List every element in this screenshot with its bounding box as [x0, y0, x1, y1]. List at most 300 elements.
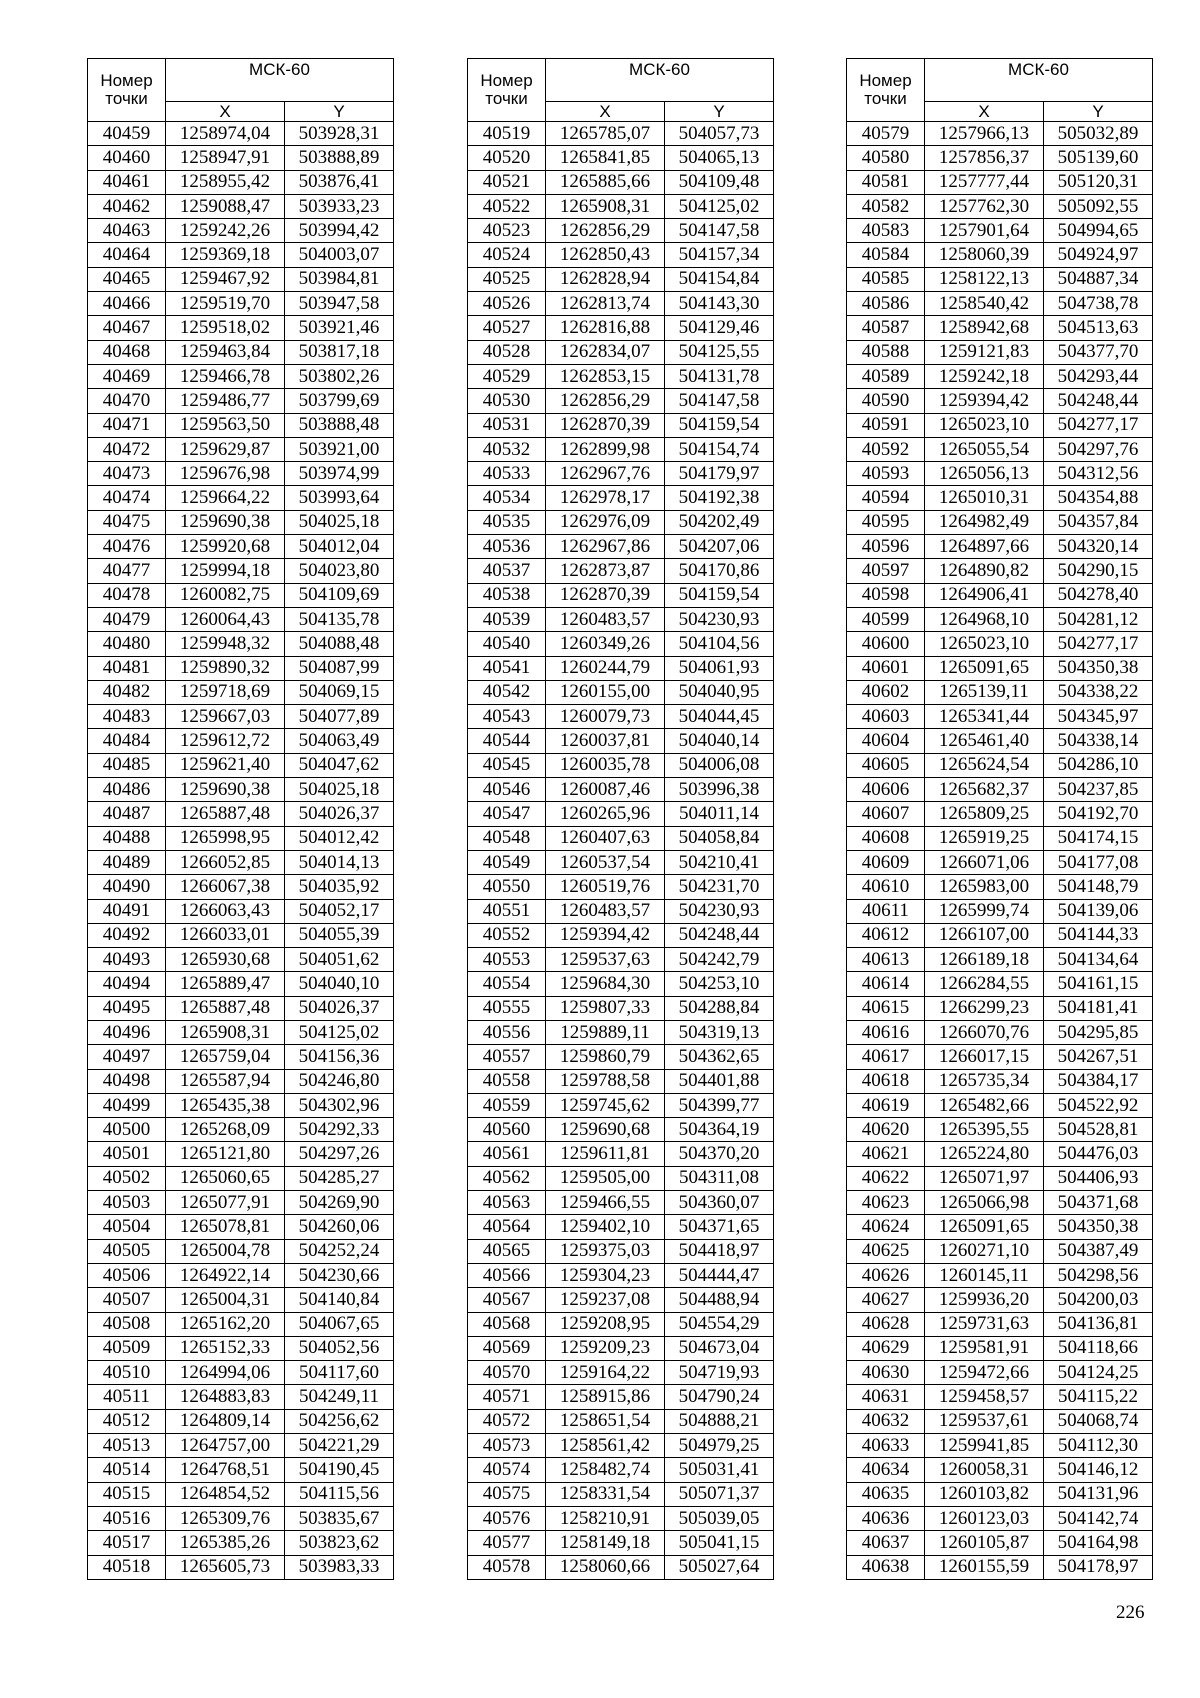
y-coordinate-cell: 504006,08	[665, 753, 774, 777]
x-coordinate-cell: 1259519,70	[166, 292, 285, 316]
table-row	[468, 680, 774, 704]
table-row	[468, 1555, 774, 1579]
y-coordinate-cell: 504738,78	[1044, 292, 1153, 316]
y-coordinate-cell: 504164,98	[1044, 1531, 1153, 1555]
point-number-cell: 40580	[847, 146, 925, 170]
x-coordinate-cell: 1257856,37	[925, 146, 1044, 170]
y-coordinate-cell: 504354,88	[1044, 486, 1153, 510]
x-coordinate-cell: 1265066,98	[925, 1191, 1044, 1215]
y-coordinate-cell: 504052,17	[285, 899, 394, 923]
point-number-cell: 40599	[847, 607, 925, 631]
x-coordinate-cell: 1265004,78	[166, 1239, 285, 1263]
x-column-header: X	[166, 102, 285, 122]
x-coordinate-cell: 1260155,00	[546, 680, 665, 704]
y-coordinate-cell: 504052,56	[285, 1336, 394, 1360]
point-number-cell: 40620	[847, 1118, 925, 1142]
point-number-cell: 40527	[468, 316, 546, 340]
x-coordinate-cell: 1265224,80	[925, 1142, 1044, 1166]
point-number-cell: 40555	[468, 996, 546, 1020]
point-number-cell: 40533	[468, 462, 546, 486]
table-row	[847, 1361, 1153, 1385]
x-coordinate-cell: 1257901,64	[925, 219, 1044, 243]
table-row	[847, 559, 1153, 583]
y-coordinate-cell: 504293,44	[1044, 364, 1153, 388]
point-number-cell: 40627	[847, 1288, 925, 1312]
point-number-cell: 40629	[847, 1336, 925, 1360]
point-number-cell: 40567	[468, 1288, 546, 1312]
y-coordinate-cell: 504237,85	[1044, 778, 1153, 802]
point-number-cell: 40542	[468, 680, 546, 704]
y-coordinate-cell: 504025,18	[285, 778, 394, 802]
point-number-cell: 40521	[468, 170, 546, 194]
table-row	[847, 389, 1153, 413]
table-row	[847, 583, 1153, 607]
x-coordinate-cell: 1259920,68	[166, 535, 285, 559]
x-coordinate-cell: 1262850,43	[546, 243, 665, 267]
x-coordinate-cell: 1266052,85	[166, 850, 285, 874]
point-number-cell: 40622	[847, 1166, 925, 1190]
table-row	[847, 1191, 1153, 1215]
y-coordinate-cell: 504522,92	[1044, 1093, 1153, 1117]
point-number-cell: 40571	[468, 1385, 546, 1409]
y-coordinate-cell: 504174,15	[1044, 826, 1153, 850]
y-coordinate-cell: 503876,41	[285, 170, 394, 194]
table-row	[88, 1069, 394, 1093]
x-coordinate-cell: 1265121,80	[166, 1142, 285, 1166]
point-number-cell: 40509	[88, 1336, 166, 1360]
point-number-cell: 40609	[847, 850, 925, 874]
y-coordinate-cell: 504252,24	[285, 1239, 394, 1263]
x-coordinate-cell: 1264968,10	[925, 607, 1044, 631]
table-row	[847, 510, 1153, 534]
x-coordinate-cell: 1265999,74	[925, 899, 1044, 923]
point-number-cell: 40583	[847, 219, 925, 243]
table-row	[468, 413, 774, 437]
y-coordinate-cell: 504357,84	[1044, 510, 1153, 534]
point-number-cell: 40608	[847, 826, 925, 850]
y-coordinate-cell: 504040,10	[285, 972, 394, 996]
point-number-cell: 40596	[847, 535, 925, 559]
y-column-header: Y	[285, 102, 394, 122]
point-number-cell: 40530	[468, 389, 546, 413]
table-row	[88, 1434, 394, 1458]
table-row	[88, 1531, 394, 1555]
y-coordinate-cell: 504159,54	[665, 583, 774, 607]
y-coordinate-cell: 504067,65	[285, 1312, 394, 1336]
y-coordinate-cell: 504277,17	[1044, 632, 1153, 656]
x-coordinate-cell: 1259121,83	[925, 340, 1044, 364]
table-row	[88, 802, 394, 826]
table-row	[468, 1045, 774, 1069]
point-number-cell: 40591	[847, 413, 925, 437]
y-coordinate-cell: 504179,97	[665, 462, 774, 486]
table-row	[88, 875, 394, 899]
table-row	[88, 1263, 394, 1287]
point-number-cell: 40546	[468, 778, 546, 802]
y-coordinate-cell: 504350,38	[1044, 656, 1153, 680]
y-coordinate-cell: 504026,37	[285, 996, 394, 1020]
x-coordinate-cell: 1259629,87	[166, 437, 285, 461]
y-coordinate-cell: 504278,40	[1044, 583, 1153, 607]
y-coordinate-cell: 504063,49	[285, 729, 394, 753]
x-coordinate-cell: 1262856,29	[546, 219, 665, 243]
y-coordinate-cell: 503799,69	[285, 389, 394, 413]
y-coordinate-cell: 504148,79	[1044, 875, 1153, 899]
table-row	[88, 389, 394, 413]
y-column-header: Y	[1044, 102, 1153, 122]
point-number-cell: 40512	[88, 1409, 166, 1433]
point-number-cell: 40498	[88, 1069, 166, 1093]
y-coordinate-cell: 504077,89	[285, 705, 394, 729]
x-coordinate-cell: 1265056,13	[925, 462, 1044, 486]
x-coordinate-cell: 1265908,31	[166, 1020, 285, 1044]
point-number-cell: 40594	[847, 486, 925, 510]
x-coordinate-cell: 1258060,39	[925, 243, 1044, 267]
y-coordinate-cell: 504242,79	[665, 948, 774, 972]
table-row	[468, 1069, 774, 1093]
point-number-cell: 40598	[847, 583, 925, 607]
x-coordinate-cell: 1260519,76	[546, 875, 665, 899]
table-row	[468, 1409, 774, 1433]
x-coordinate-cell: 1266284,55	[925, 972, 1044, 996]
y-coordinate-cell: 504248,44	[1044, 389, 1153, 413]
table-row	[847, 170, 1153, 194]
table-row	[88, 729, 394, 753]
coordinates-table-1	[87, 58, 394, 1580]
point-number-cell: 40541	[468, 656, 546, 680]
table-row	[468, 778, 774, 802]
y-coordinate-cell: 504406,93	[1044, 1166, 1153, 1190]
table-row	[468, 170, 774, 194]
table-row	[847, 437, 1153, 461]
table-row	[468, 535, 774, 559]
y-coordinate-cell: 503817,18	[285, 340, 394, 364]
table-row	[847, 1215, 1153, 1239]
table-row	[88, 1506, 394, 1530]
y-coordinate-cell: 504154,74	[665, 437, 774, 461]
table-row	[88, 462, 394, 486]
x-coordinate-cell: 1265605,73	[166, 1555, 285, 1579]
table-row	[88, 1045, 394, 1069]
table-row	[468, 1093, 774, 1117]
y-coordinate-cell: 503928,31	[285, 122, 394, 146]
y-coordinate-cell: 504044,45	[665, 705, 774, 729]
x-coordinate-cell: 1265482,66	[925, 1093, 1044, 1117]
x-coordinate-cell: 1265435,38	[166, 1093, 285, 1117]
x-coordinate-cell: 1262813,74	[546, 292, 665, 316]
y-coordinate-cell: 504088,48	[285, 632, 394, 656]
table-row	[847, 1482, 1153, 1506]
point-number-cell: 40539	[468, 607, 546, 631]
point-number-cell: 40462	[88, 194, 166, 218]
table-row	[468, 1336, 774, 1360]
table-row	[88, 1458, 394, 1482]
page-number: 226	[1116, 1602, 1145, 1623]
y-coordinate-cell: 504210,41	[665, 850, 774, 874]
point-number-cell: 40519	[468, 122, 546, 146]
point-number-cell: 40615	[847, 996, 925, 1020]
x-coordinate-cell: 1264897,66	[925, 535, 1044, 559]
table-row	[847, 948, 1153, 972]
y-coordinate-cell: 505039,05	[665, 1506, 774, 1530]
table-row	[847, 753, 1153, 777]
x-coordinate-cell: 1258210,91	[546, 1506, 665, 1530]
coordinate-system-header: МСК-60	[166, 59, 394, 102]
y-coordinate-cell: 504124,25	[1044, 1361, 1153, 1385]
table-row	[468, 583, 774, 607]
y-coordinate-cell: 504298,56	[1044, 1263, 1153, 1287]
table-row	[847, 1020, 1153, 1044]
x-coordinate-cell: 1258651,54	[546, 1409, 665, 1433]
point-number-cell: 40606	[847, 778, 925, 802]
table-row	[88, 340, 394, 364]
y-coordinate-cell: 503802,26	[285, 364, 394, 388]
point-number-header: Номер точки	[468, 59, 546, 122]
point-number-cell: 40463	[88, 219, 166, 243]
x-coordinate-cell: 1259394,42	[925, 389, 1044, 413]
point-number-cell: 40502	[88, 1166, 166, 1190]
point-number-cell: 40518	[88, 1555, 166, 1579]
x-coordinate-cell: 1264994,06	[166, 1361, 285, 1385]
point-number-cell: 40482	[88, 680, 166, 704]
x-coordinate-cell: 1259581,91	[925, 1336, 1044, 1360]
y-coordinate-cell: 503993,64	[285, 486, 394, 510]
x-coordinate-cell: 1262853,15	[546, 364, 665, 388]
table-row	[88, 243, 394, 267]
x-coordinate-cell: 1259731,63	[925, 1312, 1044, 1336]
y-coordinate-cell: 504023,80	[285, 559, 394, 583]
point-number-cell: 40476	[88, 535, 166, 559]
x-coordinate-cell: 1258540,42	[925, 292, 1044, 316]
y-coordinate-cell: 504277,17	[1044, 413, 1153, 437]
x-coordinate-cell: 1259467,92	[166, 267, 285, 291]
y-coordinate-cell: 504338,14	[1044, 729, 1153, 753]
point-number-cell: 40632	[847, 1409, 925, 1433]
x-coordinate-cell: 1265998,95	[166, 826, 285, 850]
x-coordinate-cell: 1259466,55	[546, 1191, 665, 1215]
table-row	[847, 1336, 1153, 1360]
point-number-cell: 40572	[468, 1409, 546, 1433]
x-coordinate-cell: 1258060,66	[546, 1555, 665, 1579]
table-row	[847, 996, 1153, 1020]
table-row	[468, 972, 774, 996]
point-number-cell: 40535	[468, 510, 546, 534]
x-coordinate-cell: 1265023,10	[925, 413, 1044, 437]
x-coordinate-cell: 1260035,78	[546, 753, 665, 777]
table-row	[468, 1191, 774, 1215]
table-row	[468, 948, 774, 972]
table-row	[847, 1288, 1153, 1312]
y-coordinate-cell: 504994,65	[1044, 219, 1153, 243]
point-number-cell: 40634	[847, 1458, 925, 1482]
y-coordinate-cell: 504230,93	[665, 607, 774, 631]
x-coordinate-cell: 1262967,86	[546, 535, 665, 559]
point-number-cell: 40475	[88, 510, 166, 534]
table-row	[468, 1434, 774, 1458]
x-coordinate-cell: 1260244,79	[546, 656, 665, 680]
x-coordinate-cell: 1259208,95	[546, 1312, 665, 1336]
table-row	[88, 1215, 394, 1239]
y-coordinate-cell: 504370,20	[665, 1142, 774, 1166]
point-number-cell: 40461	[88, 170, 166, 194]
x-coordinate-cell: 1260271,10	[925, 1239, 1044, 1263]
x-column-header: X	[925, 102, 1044, 122]
point-number-cell: 40562	[468, 1166, 546, 1190]
y-coordinate-cell: 504256,62	[285, 1409, 394, 1433]
point-number-cell: 40601	[847, 656, 925, 680]
y-coordinate-cell: 504673,04	[665, 1336, 774, 1360]
x-coordinate-cell: 1258915,86	[546, 1385, 665, 1409]
x-coordinate-cell: 1259486,77	[166, 389, 285, 413]
x-coordinate-cell: 1262856,29	[546, 389, 665, 413]
y-coordinate-cell: 504338,22	[1044, 680, 1153, 704]
y-coordinate-cell: 504025,18	[285, 510, 394, 534]
table-row	[468, 462, 774, 486]
x-coordinate-cell: 1259518,02	[166, 316, 285, 340]
point-number-cell: 40573	[468, 1434, 546, 1458]
x-coordinate-cell: 1262834,07	[546, 340, 665, 364]
point-number-cell: 40610	[847, 875, 925, 899]
point-number-cell: 40504	[88, 1215, 166, 1239]
table-row	[88, 1020, 394, 1044]
table-row	[847, 632, 1153, 656]
point-number-cell: 40557	[468, 1045, 546, 1069]
x-coordinate-cell: 1259612,72	[166, 729, 285, 753]
x-coordinate-cell: 1258561,42	[546, 1434, 665, 1458]
table-row	[88, 437, 394, 461]
table-row	[468, 753, 774, 777]
table-row	[88, 1191, 394, 1215]
table-row	[88, 1555, 394, 1579]
table-row	[88, 559, 394, 583]
point-number-cell: 40565	[468, 1239, 546, 1263]
y-coordinate-cell: 504200,03	[1044, 1288, 1153, 1312]
table-row	[468, 194, 774, 218]
x-coordinate-cell: 1265841,85	[546, 146, 665, 170]
x-coordinate-cell: 1265930,68	[166, 948, 285, 972]
y-coordinate-cell: 504221,29	[285, 1434, 394, 1458]
x-coordinate-cell: 1260105,87	[925, 1531, 1044, 1555]
point-number-cell: 40637	[847, 1531, 925, 1555]
point-number-cell: 40623	[847, 1191, 925, 1215]
point-number-cell: 40636	[847, 1506, 925, 1530]
y-coordinate-cell: 504143,30	[665, 292, 774, 316]
table-row	[468, 850, 774, 874]
y-coordinate-cell: 504181,41	[1044, 996, 1153, 1020]
point-number-cell: 40469	[88, 364, 166, 388]
x-coordinate-cell: 1266071,06	[925, 850, 1044, 874]
table-row	[88, 122, 394, 146]
point-number-cell: 40582	[847, 194, 925, 218]
table-row	[88, 535, 394, 559]
point-number-cell: 40529	[468, 364, 546, 388]
y-coordinate-cell: 503974,99	[285, 462, 394, 486]
x-coordinate-cell: 1259304,23	[546, 1263, 665, 1287]
y-coordinate-cell: 504887,34	[1044, 267, 1153, 291]
y-coordinate-cell: 504055,39	[285, 923, 394, 947]
point-number-cell: 40550	[468, 875, 546, 899]
point-number-cell: 40480	[88, 632, 166, 656]
point-number-cell: 40538	[468, 583, 546, 607]
x-coordinate-cell: 1258482,74	[546, 1458, 665, 1482]
y-coordinate-cell: 504362,65	[665, 1045, 774, 1069]
x-coordinate-cell: 1265004,31	[166, 1288, 285, 1312]
table-row	[468, 1166, 774, 1190]
y-coordinate-cell: 504230,93	[665, 899, 774, 923]
x-coordinate-cell: 1264854,52	[166, 1482, 285, 1506]
y-coordinate-cell: 504140,84	[285, 1288, 394, 1312]
y-coordinate-cell: 504057,73	[665, 122, 774, 146]
x-coordinate-cell: 1259936,20	[925, 1288, 1044, 1312]
table-row	[88, 948, 394, 972]
y-coordinate-cell: 504047,62	[285, 753, 394, 777]
point-number-cell: 40492	[88, 923, 166, 947]
point-number-cell: 40474	[88, 486, 166, 510]
y-coordinate-cell: 504267,51	[1044, 1045, 1153, 1069]
table-row	[468, 802, 774, 826]
table-row	[468, 219, 774, 243]
x-coordinate-cell: 1260079,73	[546, 705, 665, 729]
point-number-cell: 40514	[88, 1458, 166, 1482]
table-row	[88, 778, 394, 802]
y-coordinate-cell: 503921,46	[285, 316, 394, 340]
point-number-cell: 40490	[88, 875, 166, 899]
table-row	[88, 170, 394, 194]
table-row	[88, 923, 394, 947]
table-row	[847, 364, 1153, 388]
x-coordinate-cell: 1259690,38	[166, 510, 285, 534]
coordinate-system-header: МСК-60	[546, 59, 774, 102]
x-coordinate-cell: 1265385,26	[166, 1531, 285, 1555]
y-coordinate-cell: 504249,11	[285, 1385, 394, 1409]
y-coordinate-cell: 504888,21	[665, 1409, 774, 1433]
y-coordinate-cell: 504139,06	[1044, 899, 1153, 923]
x-coordinate-cell: 1264982,49	[925, 510, 1044, 534]
point-number-cell: 40558	[468, 1069, 546, 1093]
table-row	[847, 705, 1153, 729]
table-row	[468, 1288, 774, 1312]
table-row	[468, 1215, 774, 1239]
table-row	[468, 1020, 774, 1044]
y-coordinate-cell: 504147,58	[665, 389, 774, 413]
x-coordinate-cell: 1265152,33	[166, 1336, 285, 1360]
table-row	[88, 899, 394, 923]
table-row	[468, 656, 774, 680]
table-row	[847, 194, 1153, 218]
table-row	[88, 219, 394, 243]
table-row	[468, 1385, 774, 1409]
table-row	[88, 1385, 394, 1409]
point-number-cell: 40589	[847, 364, 925, 388]
point-number-cell: 40488	[88, 826, 166, 850]
point-number-cell: 40468	[88, 340, 166, 364]
x-coordinate-cell: 1259563,50	[166, 413, 285, 437]
table-row	[88, 1093, 394, 1117]
x-coordinate-cell: 1262816,88	[546, 316, 665, 340]
x-coordinate-cell: 1259676,98	[166, 462, 285, 486]
x-coordinate-cell: 1264922,14	[166, 1263, 285, 1287]
y-coordinate-cell: 504012,04	[285, 535, 394, 559]
x-coordinate-cell: 1260155,59	[925, 1555, 1044, 1579]
point-number-cell: 40501	[88, 1142, 166, 1166]
x-coordinate-cell: 1260103,82	[925, 1482, 1044, 1506]
x-coordinate-cell: 1265809,25	[925, 802, 1044, 826]
x-coordinate-cell: 1259505,00	[546, 1166, 665, 1190]
y-coordinate-cell: 504192,70	[1044, 802, 1153, 826]
table-row	[88, 753, 394, 777]
x-coordinate-cell: 1266189,18	[925, 948, 1044, 972]
table-row	[847, 1263, 1153, 1287]
